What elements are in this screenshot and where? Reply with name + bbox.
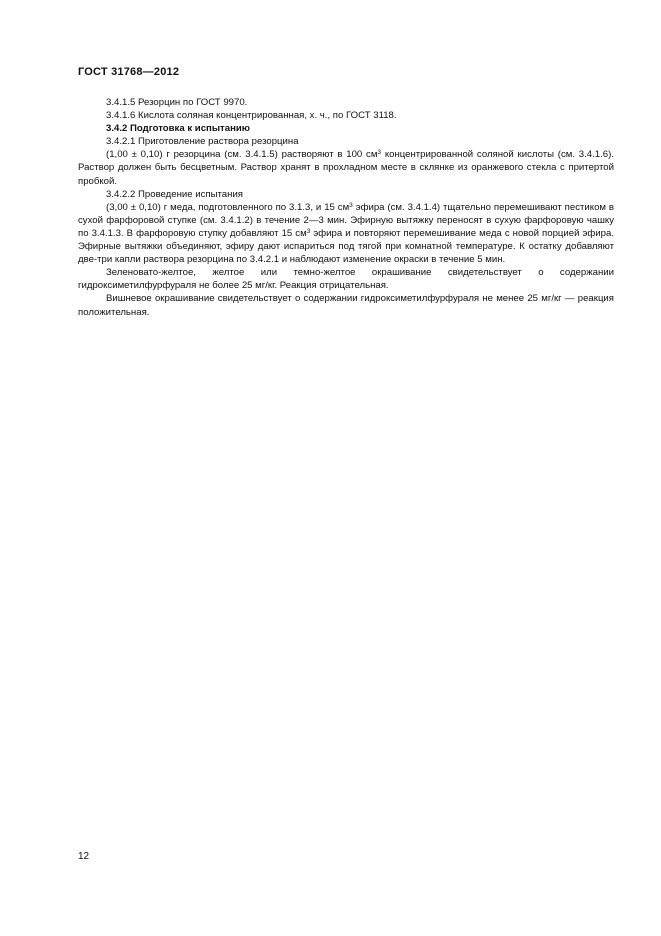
document-body (78, 96, 614, 319)
paragraph-negative-result: Зеленовато-желтое, желтое или темно-желтое окрашивание свидетельствует о содержании гидроксиметилфурфураля не более 25 мг/кг. Реакция отрицательная. (78, 267, 614, 292)
section-heading-3-4-2: 3.4.2 Подготовка к испытанию (106, 123, 250, 135)
page-number: 12 (78, 851, 90, 862)
paragraph-resorcinol-solution: (1,00 ± 0,10) г резорцина (см. 3.4.1.5) растворяют в 100 $см^3$ концентрированной соляной кислоты (см. 3.4.1.6). Раствор должен быть бесцветным. Раствор хранят в прохладном месте в склянке из оранжевого стекла с притертой пробкой. (78, 149, 614, 187)
paragraph-positive-result: Вишневое окрашивание свидетельствует о содержании гидроксиметилфурфураля не менее 25 мг/кг — реакция положительная. (78, 293, 614, 318)
paragraph-3-4-1-5: 3.4.1.5 Резорцин по ГОСТ 9970. (106, 97, 248, 108)
document-header: ГОСТ 31768—2012 (78, 66, 180, 78)
paragraph-3-4-2-1: 3.4.2.1 Приготовление раствора резорцина (106, 136, 299, 148)
paragraph-3-4-1-6: 3.4.1.6 Кислота соляная концентрированная, х. ч., по ГОСТ 3118. (106, 110, 397, 122)
paragraph-3-4-2-2: 3.4.2.2 Проведение испытания (106, 188, 243, 200)
paragraph-test-procedure: (3,00 ± 0,10) г меда, подготовленного по 3.1.3, и 15 $см^3$ эфира (см. 3.4.1.4) тщательно перемешивают пестиком в сухой фарфоровой ступке (см. 3.4.1.2) в течение 2—3 мин. Эфирную вытяжку переносят в сухую фарфоровую чашку по 3.4.1.3. В фарфоровую ступку добавляют 15 $см^3$ эфира и повторяют перемешивание меда с новой порцией эфира. Эфирные вытяжки объединяют, эфиру дают испариться под тягой при комнатной температуре. К остатку добавляют две-три капли раствора резорцина по 3.4.2.1 и наблюдают изменение окраски в течение 5 мин. (78, 201, 615, 266)
